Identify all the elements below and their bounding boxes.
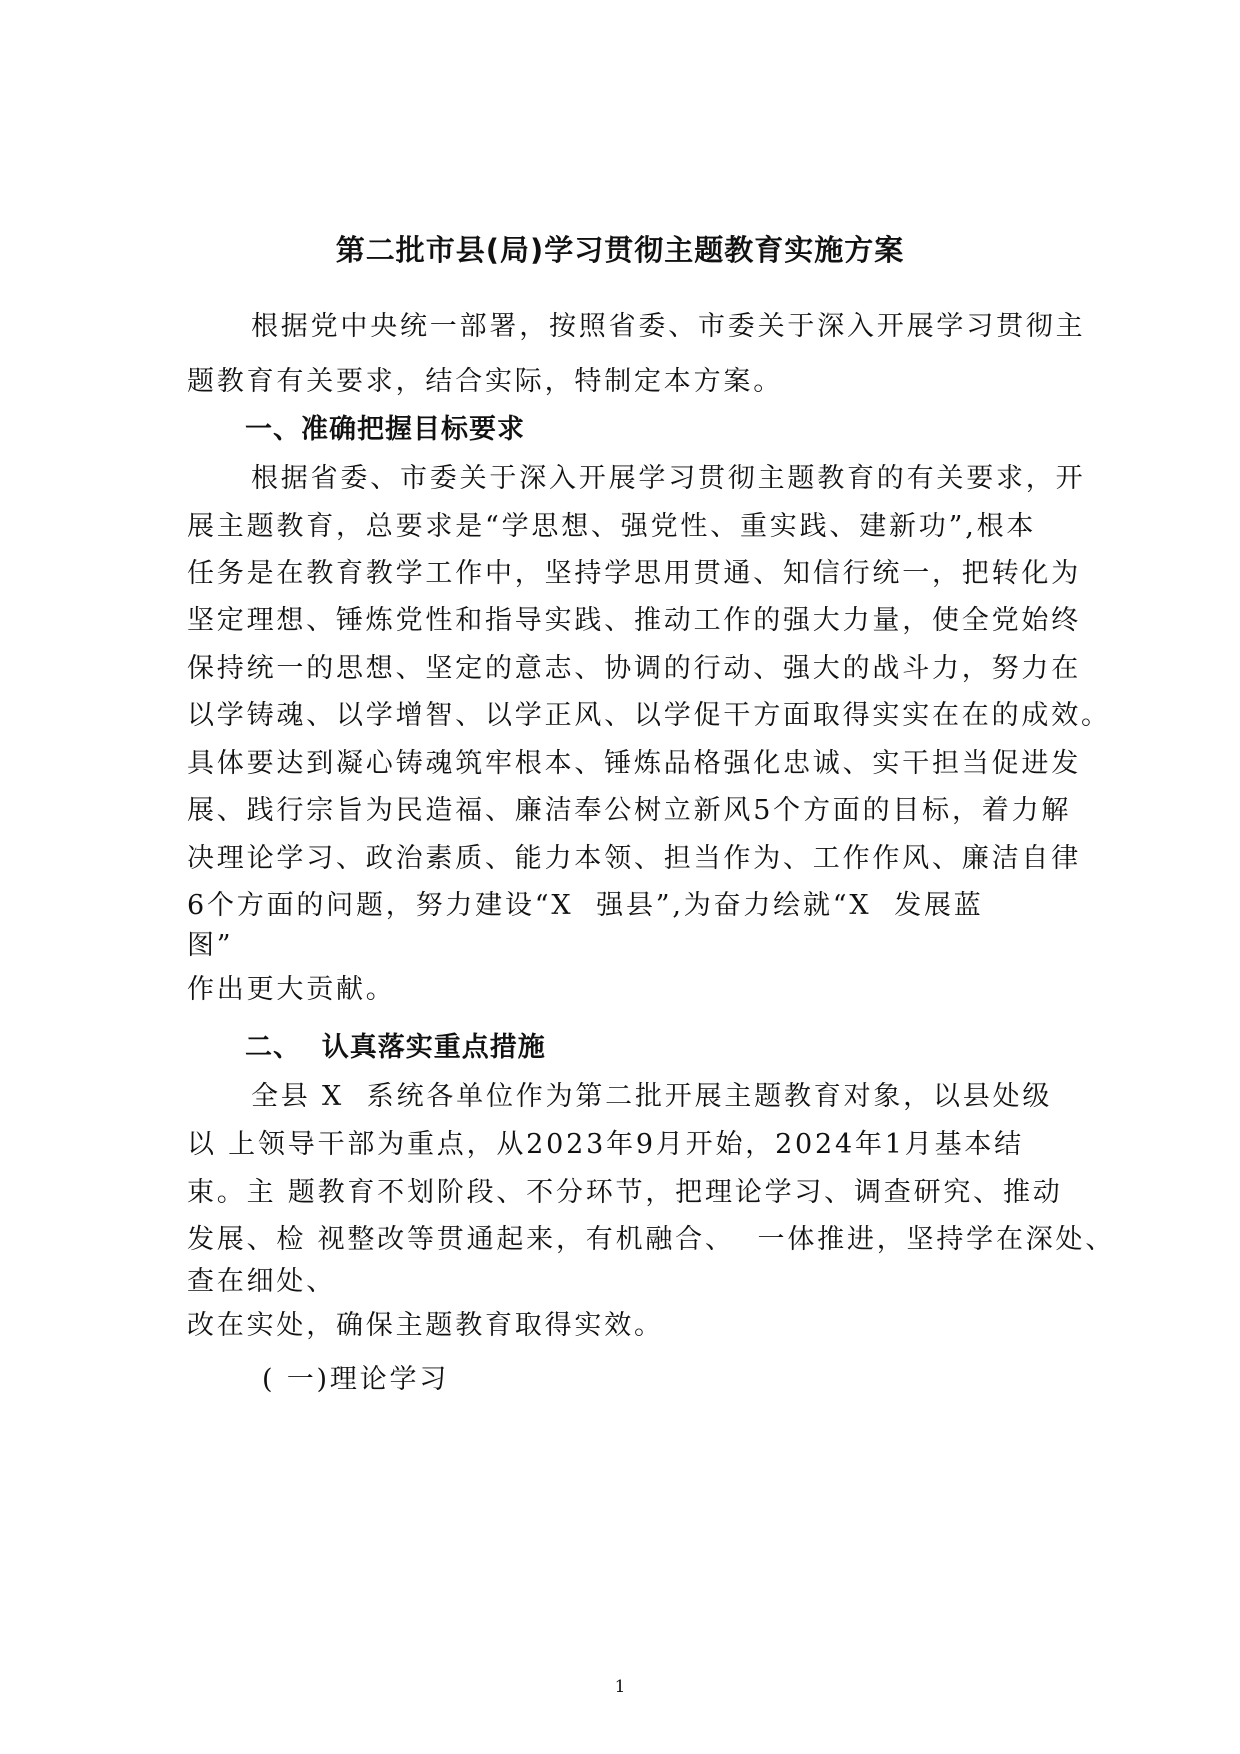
section-1-line-8: 展、践行宗旨为民造福、廉洁奉公树立新风5个方面的目标，着力解 [187, 795, 1072, 826]
section-1-heading: 一、准确把握目标要求 [245, 414, 525, 445]
section-1-line-9: 决理论学习、政治素质、能力本领、担当作为、工作作风、廉洁自律 [187, 843, 1081, 874]
document-title: 第二批市县(局)学习贯彻主题教育实施方案 [335, 233, 905, 267]
section-1-line-11: 图” [187, 930, 234, 961]
section-2-line-1: 全县 X 系统各单位作为第二批开展主题教育对象，以县处级 [251, 1081, 1053, 1112]
section-1-line-7: 具体要达到凝心铸魂筑牢根本、锤炼品格强化忠诚、实干担当促进发 [187, 748, 1081, 779]
page-number: 1 [614, 1677, 626, 1697]
intro-line-1: 根据党中央统一部署，按照省委、市委关于深入开展学习贯彻主 [251, 311, 1086, 342]
section-2-line-6: 改在实处，确保主题教育取得实效。 [187, 1310, 664, 1341]
section-2-line-4: 发展、检 视整改等贯通起来，有机融合、 一体推进，坚持学在深处、 [187, 1224, 1116, 1255]
section-1-line-5: 保持统一的思想、坚定的意志、协调的行动、强大的战斗力，努力在 [187, 653, 1081, 684]
section-2-heading: 二、 认真落实重点措施 [245, 1032, 546, 1063]
section-2-line-5: 查在细处、 [187, 1266, 336, 1297]
section-1-line-1: 根据省委、市委关于深入开展学习贯彻主题教育的有关要求，开 [251, 463, 1086, 494]
section-1-line-10: 6个方面的问题，努力建设“X 强县”,为奋力绘就“X 发展蓝 [187, 890, 984, 921]
section-1-line-2: 展主题教育，总要求是“学思想、强党性、重实践、建新功”,根本 [187, 511, 1037, 542]
section-1-line-6: 以学铸魂、以学增智、以学正风、以学促干方面取得实实在在的成效。 [187, 700, 1111, 731]
section-1-line-12: 作出更大贡献。 [187, 974, 396, 1005]
section-2-line-3: 束。主 题教育不划阶段、不分环节，把理论学习、调查研究、推动 [187, 1177, 1063, 1208]
section-2-line-2: 以 上领导干部为重点，从2023年9月开始，2024年1月基本结 [187, 1129, 1024, 1160]
subsection-1-heading: ( 一)理论学习 [262, 1364, 450, 1395]
intro-line-2: 题教育有关要求，结合实际，特制定本方案。 [187, 366, 783, 397]
section-1-line-4: 坚定理想、锤炼党性和指导实践、推动工作的强大力量，使全党始终 [187, 605, 1081, 636]
section-1-line-3: 任务是在教育教学工作中，坚持学思用贯通、知信行统一，把转化为 [187, 558, 1081, 589]
